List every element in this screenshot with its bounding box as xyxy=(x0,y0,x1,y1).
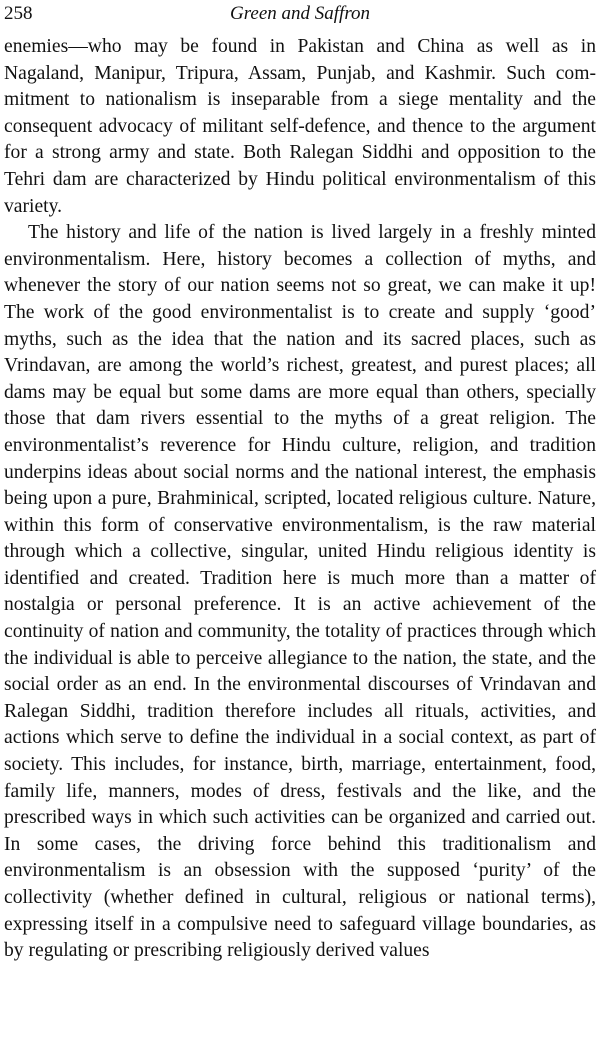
running-title: Green and Saffron xyxy=(229,3,371,24)
body-text xyxy=(4,34,596,965)
page-number: 258 xyxy=(4,3,33,24)
running-header xyxy=(4,2,596,30)
paragraph-continuation: enemies—who may be found in Pakistan and China as well as in Nagaland, Manipur, Tripura, Assam, Punjab, and Kashmir. Such commitment to nationalism is inseparable from a siege mentality and the consequent advocacy of militant self-defence, and thence to the argument for a strong army and state. Both Ralegan Siddhi and opposition to the Tehri dam are characterized by Hindu political environmentalism of this variety. xyxy=(4,36,596,217)
paragraph-history-of-nation: The history and life of the nation is lived largely in a freshly minted environmentalism. Here, history becomes a collection of myths, and whenever the story of our nation seems not so great, we can make it up! The work of the good environmentalist is to create and supply ‘good’ myths, such as the idea that the nation and its sacred places, such as Vrindavan, are among the world’s richest, greatest, and purest places; all dams may be equal but some dams are more equal than others, specially those that dam rivers essential to the myths of a great religion. The environmentalist’s reverence for Hindu culture, religion, and tradition underpins ideas about social norms and the national interest, the emphasis being upon a pure, Brahminical, scripted, located religious culture. Nature, within this form of conservative environmentalism, is the raw material through which a collective, singular, united Hindu religious identity is identified and created. Tradition here is much more than a matter of nostalgia or personal preference. It is an active achievement of the continuity of nation and community, the totality of practices through which the individual is able to perceive allegiance to the nation, the state, and the social order as an end. In the environmental discourses of Vrindavan and Ralegan Siddhi, tradition therefore includes all rituals, activities, and actions which serve to define the individual in a social context, as part of society. This includes, for instance, birth, marriage, entertainment, food, family life, manners, modes of dress, festivals and the like, and the prescribed ways in which such activities can be organized and carried out. In some cases, the driving force behind this traditionalism and environmentalism is an obsession with the supposed ‘purity’ of the collectivity (whether defined in cultural, religious or national terms), expressing itself in a compulsive need to safeguard village boundaries, as by regulating or prescribing religiously derived values xyxy=(4,222,596,962)
